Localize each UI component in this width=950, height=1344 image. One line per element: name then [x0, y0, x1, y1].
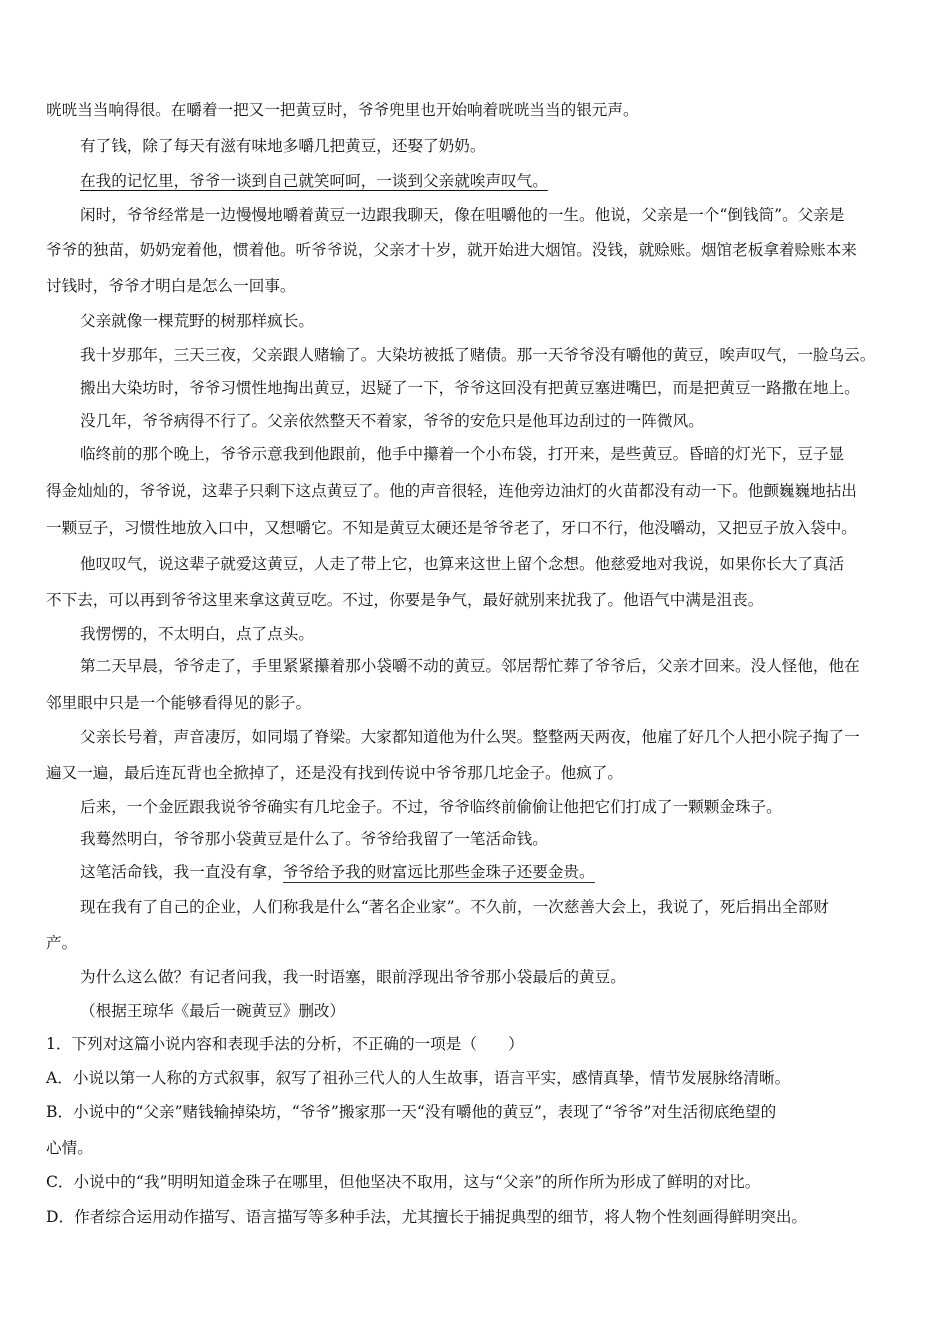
story-line: 没几年，爷爷病得不行了。父亲依然整天不着家，爷爷的安危只是他耳边刮过的一阵微风。: [80, 412, 704, 430]
story-line: 搬出大染坊时，爷爷习惯性地掏出黄豆，迟疑了一下，爷爷这回没有把黄豆塞进嘴巴，而是把黄豆一路撒在地上。: [80, 379, 860, 397]
story-line: 父亲就像一棵荒野的树那样疯长。: [80, 312, 314, 330]
option-c: C．小说中的“我”明明知道金珠子在哪里，但他坚决不取用，这与“父亲”的所作所为形成了鲜明的对比。: [46, 1173, 761, 1191]
option-b-continued: 心情。: [46, 1139, 93, 1157]
story-text: 这笔活命钱，我一直没有拿，: [80, 863, 283, 881]
story-line: 临终前的那个晚上，爷爷示意我到他跟前，他手中攥着一个小布袋，打开来，是些黄豆。昏暗的灯光下，豆子显: [80, 445, 845, 463]
option-a: A．小说以第一人称的方式叙事，叙写了祖孙三代人的人生故事，语言平实，感情真挚，情节发展脉络清晰。: [46, 1069, 791, 1087]
story-line: 有了钱，除了每天有滋有味地多嚼几把黄豆，还娶了奶奶。: [80, 137, 486, 155]
story-line: 闲时，爷爷经常是一边慢慢地嚼着黄豆一边跟我聊天，像在咀嚼他的一生。他说，父亲是一个“倒钱筒”。父亲是: [80, 206, 845, 224]
story-text-underlined: 爷爷给予我的财富远比那些金珠子还要金贵。: [282, 863, 595, 881]
story-line: 讨钱时，爷爷才明白是怎么一回事。: [46, 277, 296, 295]
story-line: 为什么这么做？有记者问我，我一时语塞，眼前浮现出爷爷那小袋最后的黄豆。: [80, 968, 626, 986]
story-line: 我十岁那年，三天三夜，父亲跟人赌输了。大染坊被抵了赌债。那一天爷爷没有嚼他的黄豆，唉声叹气，一脸乌云。: [80, 346, 876, 364]
story-line: 父亲长号着，声音凄厉，如同塌了脊梁。大家都知道他为什么哭。整整两天两夜，他雇了好几个人把小院子掏了一: [80, 728, 860, 746]
story-line: 爷爷的独苗，奶奶宠着他，惯着他。听爷爷说，父亲才十岁，就开始进大烟馆。没钱，就赊账。烟馆老板拿着赊账本来: [46, 241, 857, 259]
source-citation: （根据王琼华《最后一碗黄豆》删改）: [80, 1002, 346, 1020]
option-b: B．小说中的“父亲”赌钱输掉染坊，“爷爷”搬家那一天“没有嚼他的黄豆”，表现了“爷爷”对生活彻底绝望的: [46, 1103, 777, 1121]
story-line: 遍又一遍，最后连瓦背也全掀掉了，还是没有找到传说中爷爷那几坨金子。他疯了。: [46, 764, 623, 782]
story-line: 咣咣当当响得很。在嚼着一把又一把黄豆时，爷爷兜里也开始响着咣咣当当的银元声。: [46, 101, 639, 119]
question-stem: 1．下列对这篇小说内容和表现手法的分析，不正确的一项是（ ）: [46, 1035, 524, 1053]
story-line: 不下去，可以再到爷爷这里来拿这黄豆吃。不过，你要是争气，最好就别来扰我了。他语气中满是沮丧。: [46, 591, 764, 609]
story-line: [80, 862, 906, 882]
story-line: 邻里眼中只是一个能够看得见的影子。: [46, 694, 312, 712]
option-d: D．作者综合运用动作描写、语言描写等多种手法，尤其擅长于捕捉典型的细节，将人物个性刻画得鲜明突出。: [46, 1208, 808, 1226]
story-line: 一颗豆子，习惯性地放入口中，又想嚼它。不知是黄豆太硬还是爷爷老了，牙口不行，他没嚼动，又把豆子放入袋中。: [46, 519, 857, 537]
story-line: 第二天早晨，爷爷走了，手里紧紧攥着那小袋嚼不动的黄豆。邻居帮忙葬了爷爷后，父亲才回来。没人怪他，他在: [80, 657, 860, 675]
story-line: 我愣愣的，不太明白，点了点头。: [80, 625, 314, 643]
story-line: 我蓦然明白，爷爷那小袋黄豆是什么了。爷爷给我留了一笔活命钱。: [80, 830, 548, 848]
story-line: 现在我有了自己的企业，人们称我是什么“著名企业家”。不久前，一次慈善大会上，我说了，死后捐出全部财: [80, 898, 829, 916]
story-line: 他叹叹气，说这辈子就爱这黄豆，人走了带上它，也算来这世上留个念想。他慈爱地对我说，如果你长大了真活: [80, 555, 845, 573]
story-line: 得金灿灿的，爷爷说，这辈子只剩下这点黄豆了。他的声音很轻，连他旁边油灯的火苗都没有动一下。他颤巍巍地拈出: [46, 482, 857, 500]
story-line: 产。: [46, 934, 78, 952]
story-line: 后来，一个金匠跟我说爷爷确实有几坨金子。不过，爷爷临终前偷偷让他把它们打成了一颗颗金珠子。: [80, 798, 782, 816]
story-line-underlined: 在我的记忆里，爷爷一谈到自己就笑呵呵，一谈到父亲就唉声叹气。: [80, 172, 548, 190]
